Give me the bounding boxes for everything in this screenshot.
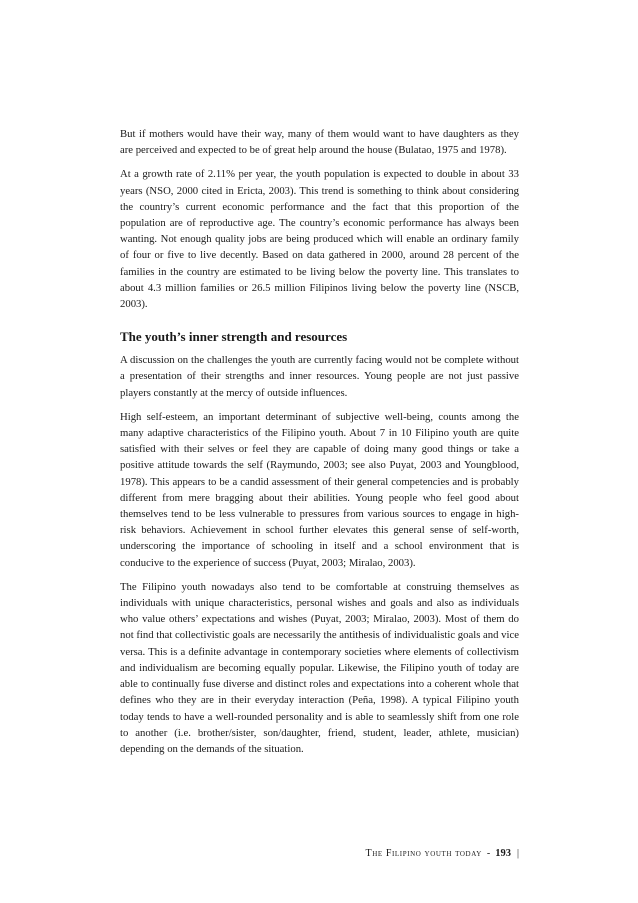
paragraph-self-esteem: High self-esteem, an important determinant of subjective well-being, counts among the many adaptive characteristics of the Filipino youth. About 7 in 10 Filipino youth are quite satisfied with their selves or feel they are capable of doing many good things or take a positive attitude towards the self (Raymundo, 2003; see also Puyat, 2003 and Youngblood, 1978). This appears to be a candid assessment of their general competencies and is probably different from mere bragging about their abilities. Young people who feel good about themselves tend to be less vulnerable to pressures from various sources to engage in high-risk behaviors. Achievement in school further elevates this general sense of self-worth, underscoring the importance of schooling in itself and a school environment that is conducive to the experience of success (Puyat, 2003; Miralao, 2003). [120, 410, 519, 569]
footer-rule: | [516, 848, 519, 859]
page-footer [120, 847, 519, 861]
paragraph-growth-rate: At a growth rate of 2.11% per year, the youth population is expected to double in about 33 years (NSO, 2000 cited in Ericta, 2003). This trend is something to think about considering the country’s current economic performance and the fact that this proportion of the population are of reproductive age. The country’s economic performance has always been wanting. Not enough quality jobs are being produced which will enable an ordinary family of four or five to live decently. Based on data gathered in 2000, around 28 percent of the families in the country are estimated to be living below the poverty line. This translates to about 4.3 million families or 26.5 million Filipinos living below the poverty line (NSCB, 2003). [120, 168, 519, 311]
page-body [120, 126, 519, 765]
paragraph-daughters: But if mothers would have their way, many of them would want to have daughters as they are perceived and expected to be of great help around the house (Bulatao, 1975 and 1978). [120, 128, 519, 157]
page-number: 193 [495, 848, 511, 859]
running-title: The Filipino youth today [365, 848, 482, 859]
footer-separator: - [486, 848, 491, 859]
paragraph-challenges: A discussion on the challenges the youth are currently facing would not be complete without a presentation of their strengths and inner resources. Young people are not just passive players constantly at the mercy of outside influences. [120, 354, 519, 399]
section-heading: The youth’s inner strength and resources [120, 329, 348, 345]
paragraph-individualism: The Filipino youth nowadays also tend to be comfortable at construing themselves as individuals with unique characteristics, personal wishes and goals and also as individuals who value others’ expectations and wishes (Puyat, 2003; Miralao, 2003). Most of them do not find that collectivistic goals are necessarily the antithesis of individualistic goals and vice versa. This is a definite advantage in contemporary societies where elements of collectivism and individualism are becoming equally popular. Likewise, the Filipino youth of today are able to continually fuse diverse and distinct roles and expectations into a coherent whole that defines who they are in their everyday interaction (Peña, 1998). A typical Filipino youth today tends to have a well-rounded personality and is able to seamlessly shift from one role to another (i.e. brother/sister, son/daughter, friend, student, leader, athlete, musician) depending on the demands of the situation. [120, 580, 519, 755]
